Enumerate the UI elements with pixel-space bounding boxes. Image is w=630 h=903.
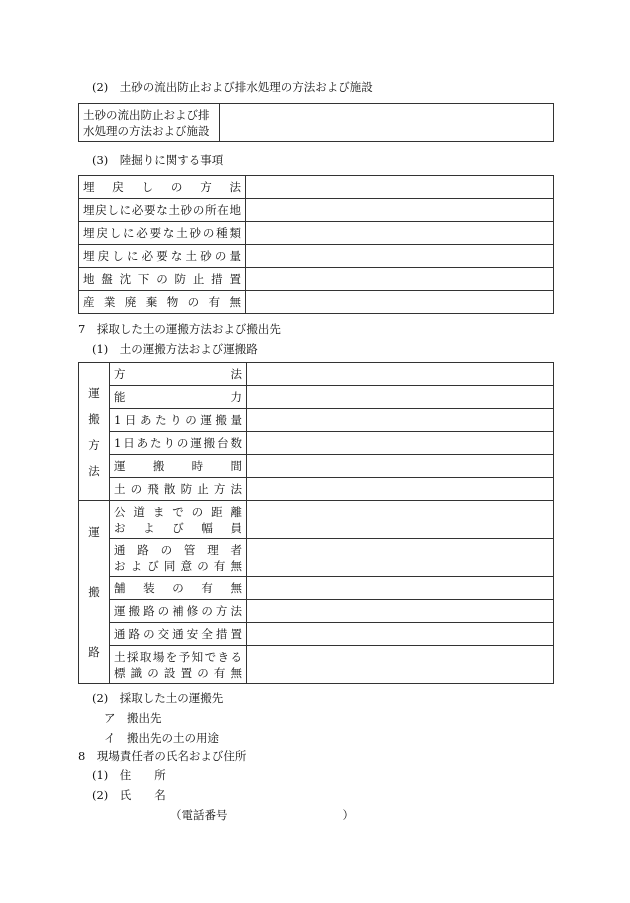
transport-value[interactable]: [247, 478, 554, 501]
transport-label: 運搬時間: [110, 455, 247, 478]
excavation-label: 埋戻しの方法: [79, 176, 246, 199]
drainage-label: [79, 104, 220, 142]
table-row: [79, 432, 554, 455]
route-value[interactable]: [247, 577, 554, 600]
section-8-heading: 8 現場責任者の氏名および住所: [78, 749, 247, 763]
transport-value[interactable]: [247, 455, 554, 478]
route-value[interactable]: [247, 623, 554, 646]
route-value[interactable]: [247, 539, 554, 577]
group-char: 搬: [88, 411, 100, 426]
table-row: [79, 409, 554, 432]
excavation-label: 埋戻しに必要な土砂の量: [79, 245, 246, 268]
drainage-label-line2: 水処理の方法および施設: [83, 123, 210, 138]
transport-label: 1日あたりの運搬台数: [110, 432, 247, 455]
table-row: [79, 363, 554, 386]
route-label-line2: および幅員: [114, 520, 242, 535]
route-label-line2: 標識の設置の有無: [114, 665, 242, 680]
group-char: 搬: [88, 585, 100, 599]
table-row: [79, 245, 554, 268]
group-char: 方: [88, 437, 100, 452]
excavation-label: 産業廃棄物の有無: [79, 291, 246, 314]
table-row: [79, 455, 554, 478]
route-label: [110, 646, 247, 684]
table-row: [79, 539, 554, 577]
excavation-value[interactable]: [246, 199, 554, 222]
section-2-heading: (2) 土砂の流出防止および排水処理の方法および施設: [92, 80, 373, 94]
group-char: 路: [88, 645, 100, 659]
excavation-label: 埋戻しに必要な土砂の所在地: [79, 199, 246, 222]
drainage-label-line1: 土砂の流出防止および排: [83, 107, 210, 122]
group-char: 運: [88, 385, 100, 400]
excavation-label: 埋戻しに必要な土砂の種類: [79, 222, 246, 245]
transport-value[interactable]: [247, 409, 554, 432]
drainage-table: [78, 103, 554, 142]
table-row: [79, 501, 554, 539]
route-label: [110, 501, 247, 539]
route-value[interactable]: [247, 646, 554, 684]
excavation-label: 地盤沈下の防止措置: [79, 268, 246, 291]
route-label: [110, 539, 247, 577]
route-label-line1: 公道までの距離: [114, 504, 242, 519]
transport-value[interactable]: [247, 432, 554, 455]
section-3-heading: (3) 陸掘りに関する事項: [92, 153, 224, 167]
table-row: [79, 199, 554, 222]
table-row: [79, 646, 554, 684]
route-label-line1: 舗装の有無: [110, 577, 247, 600]
excavation-value[interactable]: [246, 268, 554, 291]
group-char: 運: [88, 525, 100, 539]
table-row: [79, 176, 554, 199]
route-value[interactable]: [247, 501, 554, 539]
excavation-table: [78, 175, 554, 314]
transport-table: [78, 362, 554, 684]
address-line: (1) 住 所: [92, 768, 166, 782]
table-row: [79, 268, 554, 291]
excavation-value[interactable]: [246, 222, 554, 245]
route-label-line1: 土採取場を予知できる: [114, 649, 242, 664]
transport-label: 方法: [110, 363, 247, 386]
section-7-sub1: (1) 土の運搬方法および運搬路: [92, 342, 258, 356]
phone-line: （電話番号 ）: [170, 808, 354, 822]
transport-value[interactable]: [247, 386, 554, 409]
table-row: [79, 222, 554, 245]
excavation-value[interactable]: [246, 176, 554, 199]
group-char: 法: [88, 463, 100, 478]
route-label-line1: 通路の交通安全措置: [110, 623, 247, 646]
route-label-line1: 通路の管理者: [114, 542, 242, 557]
table-row: [79, 623, 554, 646]
transport-route-group: [79, 501, 110, 684]
drainage-value[interactable]: [220, 104, 554, 142]
transport-label: 土の飛散防止方法: [110, 478, 247, 501]
excavation-value[interactable]: [246, 291, 554, 314]
table-row: [79, 291, 554, 314]
section-7-heading: 7 採取した土の運搬方法および搬出先: [78, 322, 281, 336]
transport-label: 能力: [110, 386, 247, 409]
table-row: [79, 478, 554, 501]
route-label-line1: 運搬路の補修の方法: [110, 600, 247, 623]
destination-use-item: イ 搬出先の土の用途: [104, 731, 219, 745]
transport-label: 1日あたりの運搬量: [110, 409, 247, 432]
table-row: [79, 386, 554, 409]
name-line: (2) 氏 名: [92, 788, 166, 802]
section-7-sub2: (2) 採取した土の運搬先: [92, 691, 224, 705]
route-value[interactable]: [247, 600, 554, 623]
table-row: [79, 577, 554, 600]
excavation-value[interactable]: [246, 245, 554, 268]
destination-item: ア 搬出先: [104, 711, 162, 725]
table-row: [79, 600, 554, 623]
transport-value[interactable]: [247, 363, 554, 386]
route-label-line2: および同意の有無: [114, 558, 242, 573]
transport-method-group: [79, 363, 110, 501]
